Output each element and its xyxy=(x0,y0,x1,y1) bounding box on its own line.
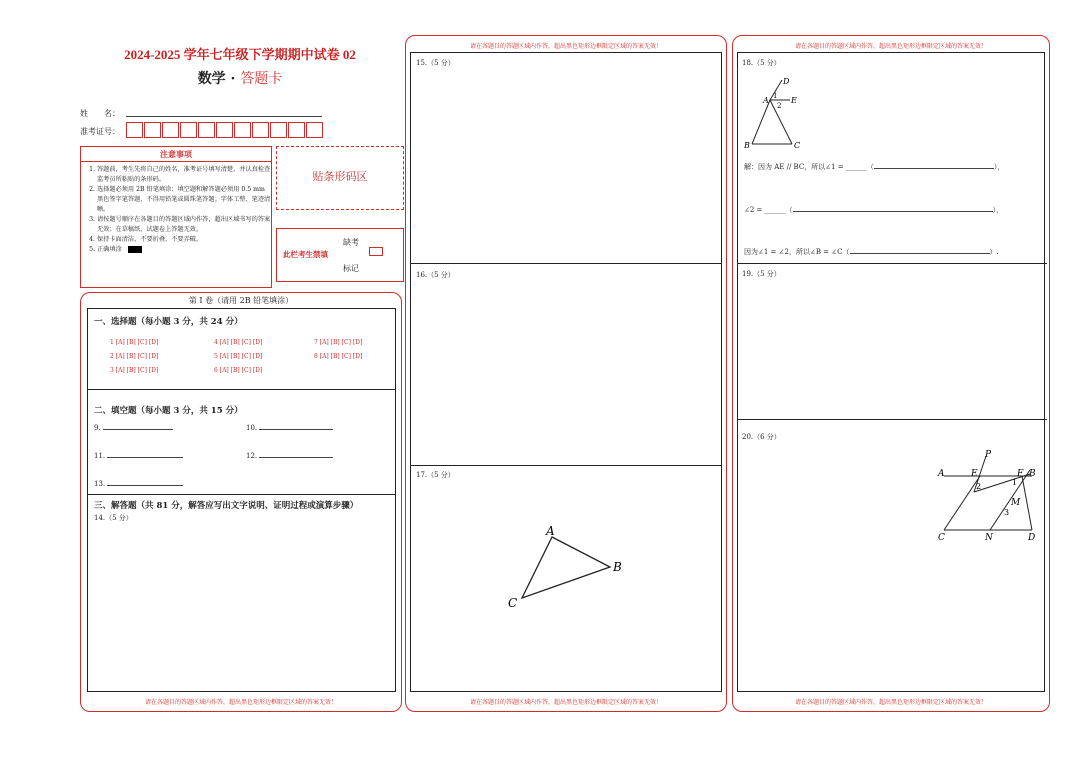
question-17-label: 17.（5 分） xyxy=(416,471,455,479)
point-a-label: A xyxy=(938,469,945,479)
boundary-warning: 请在各题目的答题区域内作答，超出黑色矩形边框限定区域的答案无效！ xyxy=(794,43,987,50)
solution-line-2[interactable]: ∠2 = ______（ ）， xyxy=(744,206,1004,214)
divider xyxy=(410,465,722,466)
point-e-label: E xyxy=(971,469,978,479)
boundary-warning: 请在各题目的答题区域内作答，超出黑色矩形边框限定区域的答案无效！ xyxy=(144,699,337,706)
choice-row[interactable]: 4 [A] [B] [C] [D] xyxy=(214,339,263,346)
mark-label: 标记 xyxy=(343,264,359,273)
notice-item: 3. 请按题号顺序在各题目的答题区域内作答，超出区域书写的答案无效；在草稿纸、试题卷上答题无效。 xyxy=(97,215,271,235)
vertex-b-label: B xyxy=(613,560,622,574)
notice-item: 5. 正确填涂 xyxy=(97,245,271,255)
choice-row[interactable]: 2 [A] [B] [C] [D] xyxy=(110,353,159,360)
point-p-label: P xyxy=(985,450,992,460)
boundary-warning: 请在各题目的答题区域内作答，超出黑色矩形边框限定区域的答案无效！ xyxy=(794,699,987,706)
fill-title: 二、填空题（每小题 3 分，共 15 分） xyxy=(94,406,243,416)
point-c-label: C xyxy=(794,141,801,150)
barcode-area: 贴条形码区 xyxy=(276,146,404,210)
id-number-boxes[interactable] xyxy=(126,122,324,138)
divider xyxy=(410,263,722,264)
notice-title: 注意事项 xyxy=(81,147,271,162)
card-subtitle: 数学 · 答题卡 xyxy=(197,71,283,87)
fill-item[interactable]: 11. xyxy=(94,452,183,460)
filled-mark-sample xyxy=(128,246,142,253)
figure-20 xyxy=(934,448,1044,544)
question-15-area[interactable] xyxy=(411,70,721,262)
point-b-label: B xyxy=(1029,469,1036,479)
question-16-area[interactable] xyxy=(411,282,721,464)
point-f-label: F xyxy=(1017,469,1024,479)
choice-row[interactable]: 1 [A] [B] [C] [D] xyxy=(110,339,159,346)
choice-row[interactable]: 7 [A] [B] [C] [D] xyxy=(314,339,363,346)
angle-2-label: 2 xyxy=(777,102,782,110)
absent-checkbox[interactable] xyxy=(369,247,383,256)
boundary-warning: 请在各题目的答题区域内作答，超出黑色矩形边框限定区域的答案无效！ xyxy=(469,699,662,706)
card-label: 答题卡 xyxy=(240,71,283,87)
choice-row[interactable]: 3 [A] [B] [C] [D] xyxy=(110,367,159,374)
point-n-label: N xyxy=(985,533,993,543)
solution-line-3[interactable]: 因为∠1 = ∠2，所以∠B = ∠C（ ）. xyxy=(744,248,999,256)
part1-header: 第 I 卷（请用 2B 铅笔填涂） xyxy=(188,296,294,305)
question-20-label: 20.（6 分） xyxy=(742,433,781,441)
fill-item[interactable]: 13. xyxy=(94,480,183,488)
solution-line-1[interactable]: 解：因为 AE // BC，所以∠1 = ______（ ）， xyxy=(744,163,1005,171)
angle-2-label: 2 xyxy=(976,482,982,491)
answer-section[interactable] xyxy=(87,494,396,692)
question-15-label: 15.（5 分） xyxy=(416,59,455,67)
point-c-label: C xyxy=(938,533,945,543)
answer-title: 三、解答题（共 81 分，解答应写出文字说明、证明过程或演算步骤） xyxy=(94,501,359,511)
id-label: 准考证号： xyxy=(80,127,120,136)
boundary-warning: 请在各题目的答题区域内作答，超出黑色矩形边框限定区域的答案无效！ xyxy=(469,43,662,50)
name-field[interactable] xyxy=(126,116,322,117)
point-a-label: A xyxy=(763,96,769,105)
triangle-abc-figure xyxy=(500,520,640,615)
question-16-label: 16.（5 分） xyxy=(416,271,455,279)
fill-section xyxy=(87,389,396,495)
choice-row[interactable]: 5 [A] [B] [C] [D] xyxy=(214,353,263,360)
question-19-label: 19.（5 分） xyxy=(742,270,781,278)
absent-label: 缺考 xyxy=(343,238,359,247)
vertex-a-label: A xyxy=(546,524,555,538)
angle-3-label: 3 xyxy=(1004,508,1010,517)
point-e-label: E xyxy=(791,96,797,105)
notice-item: 2. 选择题必须用 2B 铅笔填涂；填空题和解答题必须用 0.5 mm 黑色签字笔答题，不得用铅笔或圆珠笔答题；字体工整、笔迹清晰。 xyxy=(97,185,271,215)
exam-title: 2024-2025 学年七年级下学期期中试卷 02 xyxy=(124,47,356,62)
name-label: 姓 名： xyxy=(80,109,120,118)
vertex-c-label: C xyxy=(508,596,518,610)
question-19-area[interactable] xyxy=(738,282,1044,418)
fill-item[interactable]: 12. xyxy=(246,452,333,460)
notice-item: 1. 答题前，考生先将自己的姓名，准考证号填写清楚，并认真检查监考员所粘贴的条形码。 xyxy=(97,165,271,185)
fill-item[interactable]: 9. xyxy=(94,424,173,432)
point-m-label: M xyxy=(1011,498,1021,508)
figure-18 xyxy=(740,72,810,152)
question-18-label: 18.（5 分） xyxy=(742,59,781,67)
question-14-label: 14.（5 分） xyxy=(94,514,133,522)
choice-row[interactable]: 8 [A] [B] [C] [D] xyxy=(314,353,363,360)
subject-label: 数学 xyxy=(197,71,226,87)
angle-1-label: 1 xyxy=(773,92,778,100)
divider xyxy=(737,263,1047,264)
point-d-label: D xyxy=(783,77,790,86)
choice-row[interactable]: 6 [A] [B] [C] [D] xyxy=(214,367,263,374)
fill-item[interactable]: 10. xyxy=(246,424,333,432)
absent-box xyxy=(276,228,404,282)
notice-box xyxy=(80,146,272,288)
choice-title: 一、选择题（每小题 3 分，共 24 分） xyxy=(94,317,243,327)
point-d-label: D xyxy=(1028,533,1036,543)
choice-section xyxy=(87,308,396,390)
prohibited-label: 此栏考生禁填 xyxy=(283,250,328,259)
divider xyxy=(737,419,1047,420)
point-b-label: B xyxy=(744,141,750,150)
notice-item: 4. 保持卡面清洁，不要折叠、不要弄破。 xyxy=(97,235,271,245)
angle-1-label: 1 xyxy=(1012,478,1018,487)
